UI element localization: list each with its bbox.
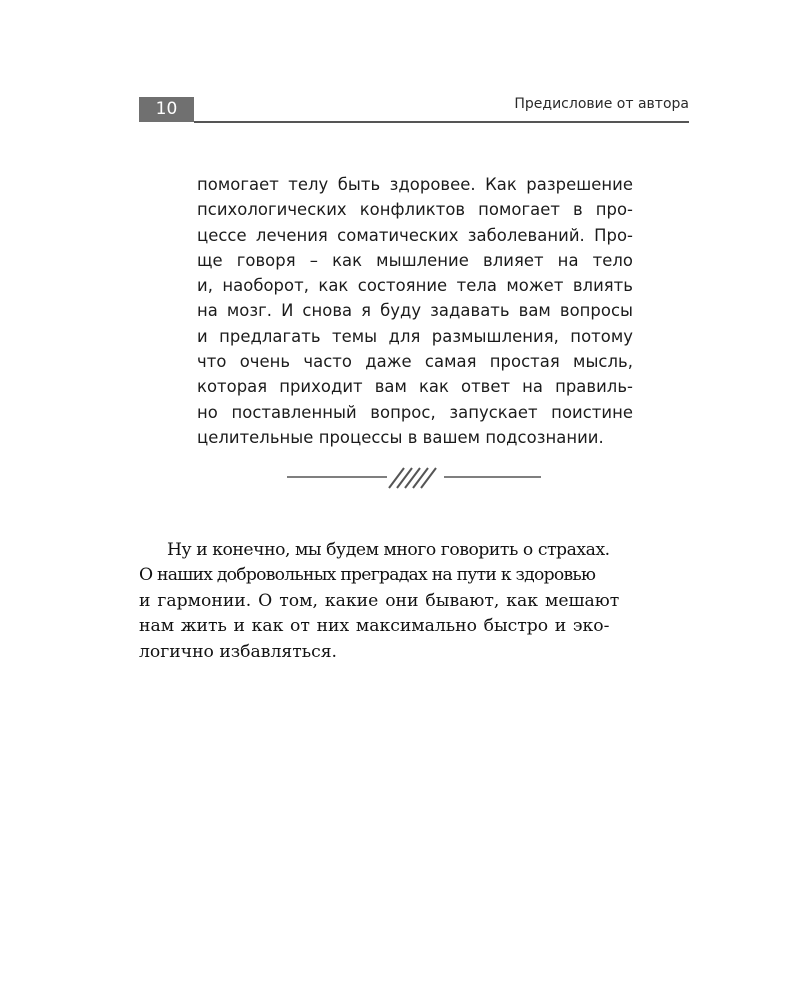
text-line: и, наоборот, как состояние тела может влиять [197, 276, 633, 296]
text-line: логично избавляться. [139, 641, 338, 662]
divider-slash [405, 468, 420, 488]
text-line: на мозг. И снова я буду задавать вам вопросы [197, 301, 633, 321]
running-header [139, 95, 689, 125]
text-line: но поставленный вопрос, запускает поистине [197, 402, 633, 422]
text-line: помогает телу быть здоровее. Как разрешение [197, 175, 633, 194]
text-line: и гармонии. О том, какие они бывают, как мешают [139, 590, 620, 611]
text-line: целительные процессы в вашем подсознании. [197, 427, 604, 447]
text-line: ще говоря – как мышление влияет на тело [197, 250, 633, 270]
page-number: 10 [139, 97, 194, 122]
text-line: психологических конфликтов помогает в про- [197, 200, 633, 220]
section-divider-ornament [285, 464, 543, 492]
text-line: и предлагать темы для размышления, потому [197, 326, 633, 346]
main-paragraph [139, 538, 689, 665]
text-line: Ну и конечно, мы будем много говорить о страхах. [167, 540, 610, 560]
text-line: что очень часто даже самая простая мысль, [197, 352, 633, 372]
text-line: цессе лечения соматических заболеваний. Про- [197, 225, 633, 245]
text-line: которая приходит вам как ответ на правиль- [197, 377, 633, 397]
text-line: нам жить и как от них максимально быстро и эко- [139, 616, 610, 637]
divider-slash [421, 468, 436, 488]
text-line: О наших добровольных преградах на пути к здоровью [139, 565, 596, 586]
running-title: Предисловие от автора [514, 96, 689, 112]
intro-text-block [197, 172, 633, 450]
divider-slash [389, 468, 404, 488]
header-rule [194, 121, 689, 123]
divider-slash [413, 468, 428, 488]
divider-slash [397, 468, 412, 488]
